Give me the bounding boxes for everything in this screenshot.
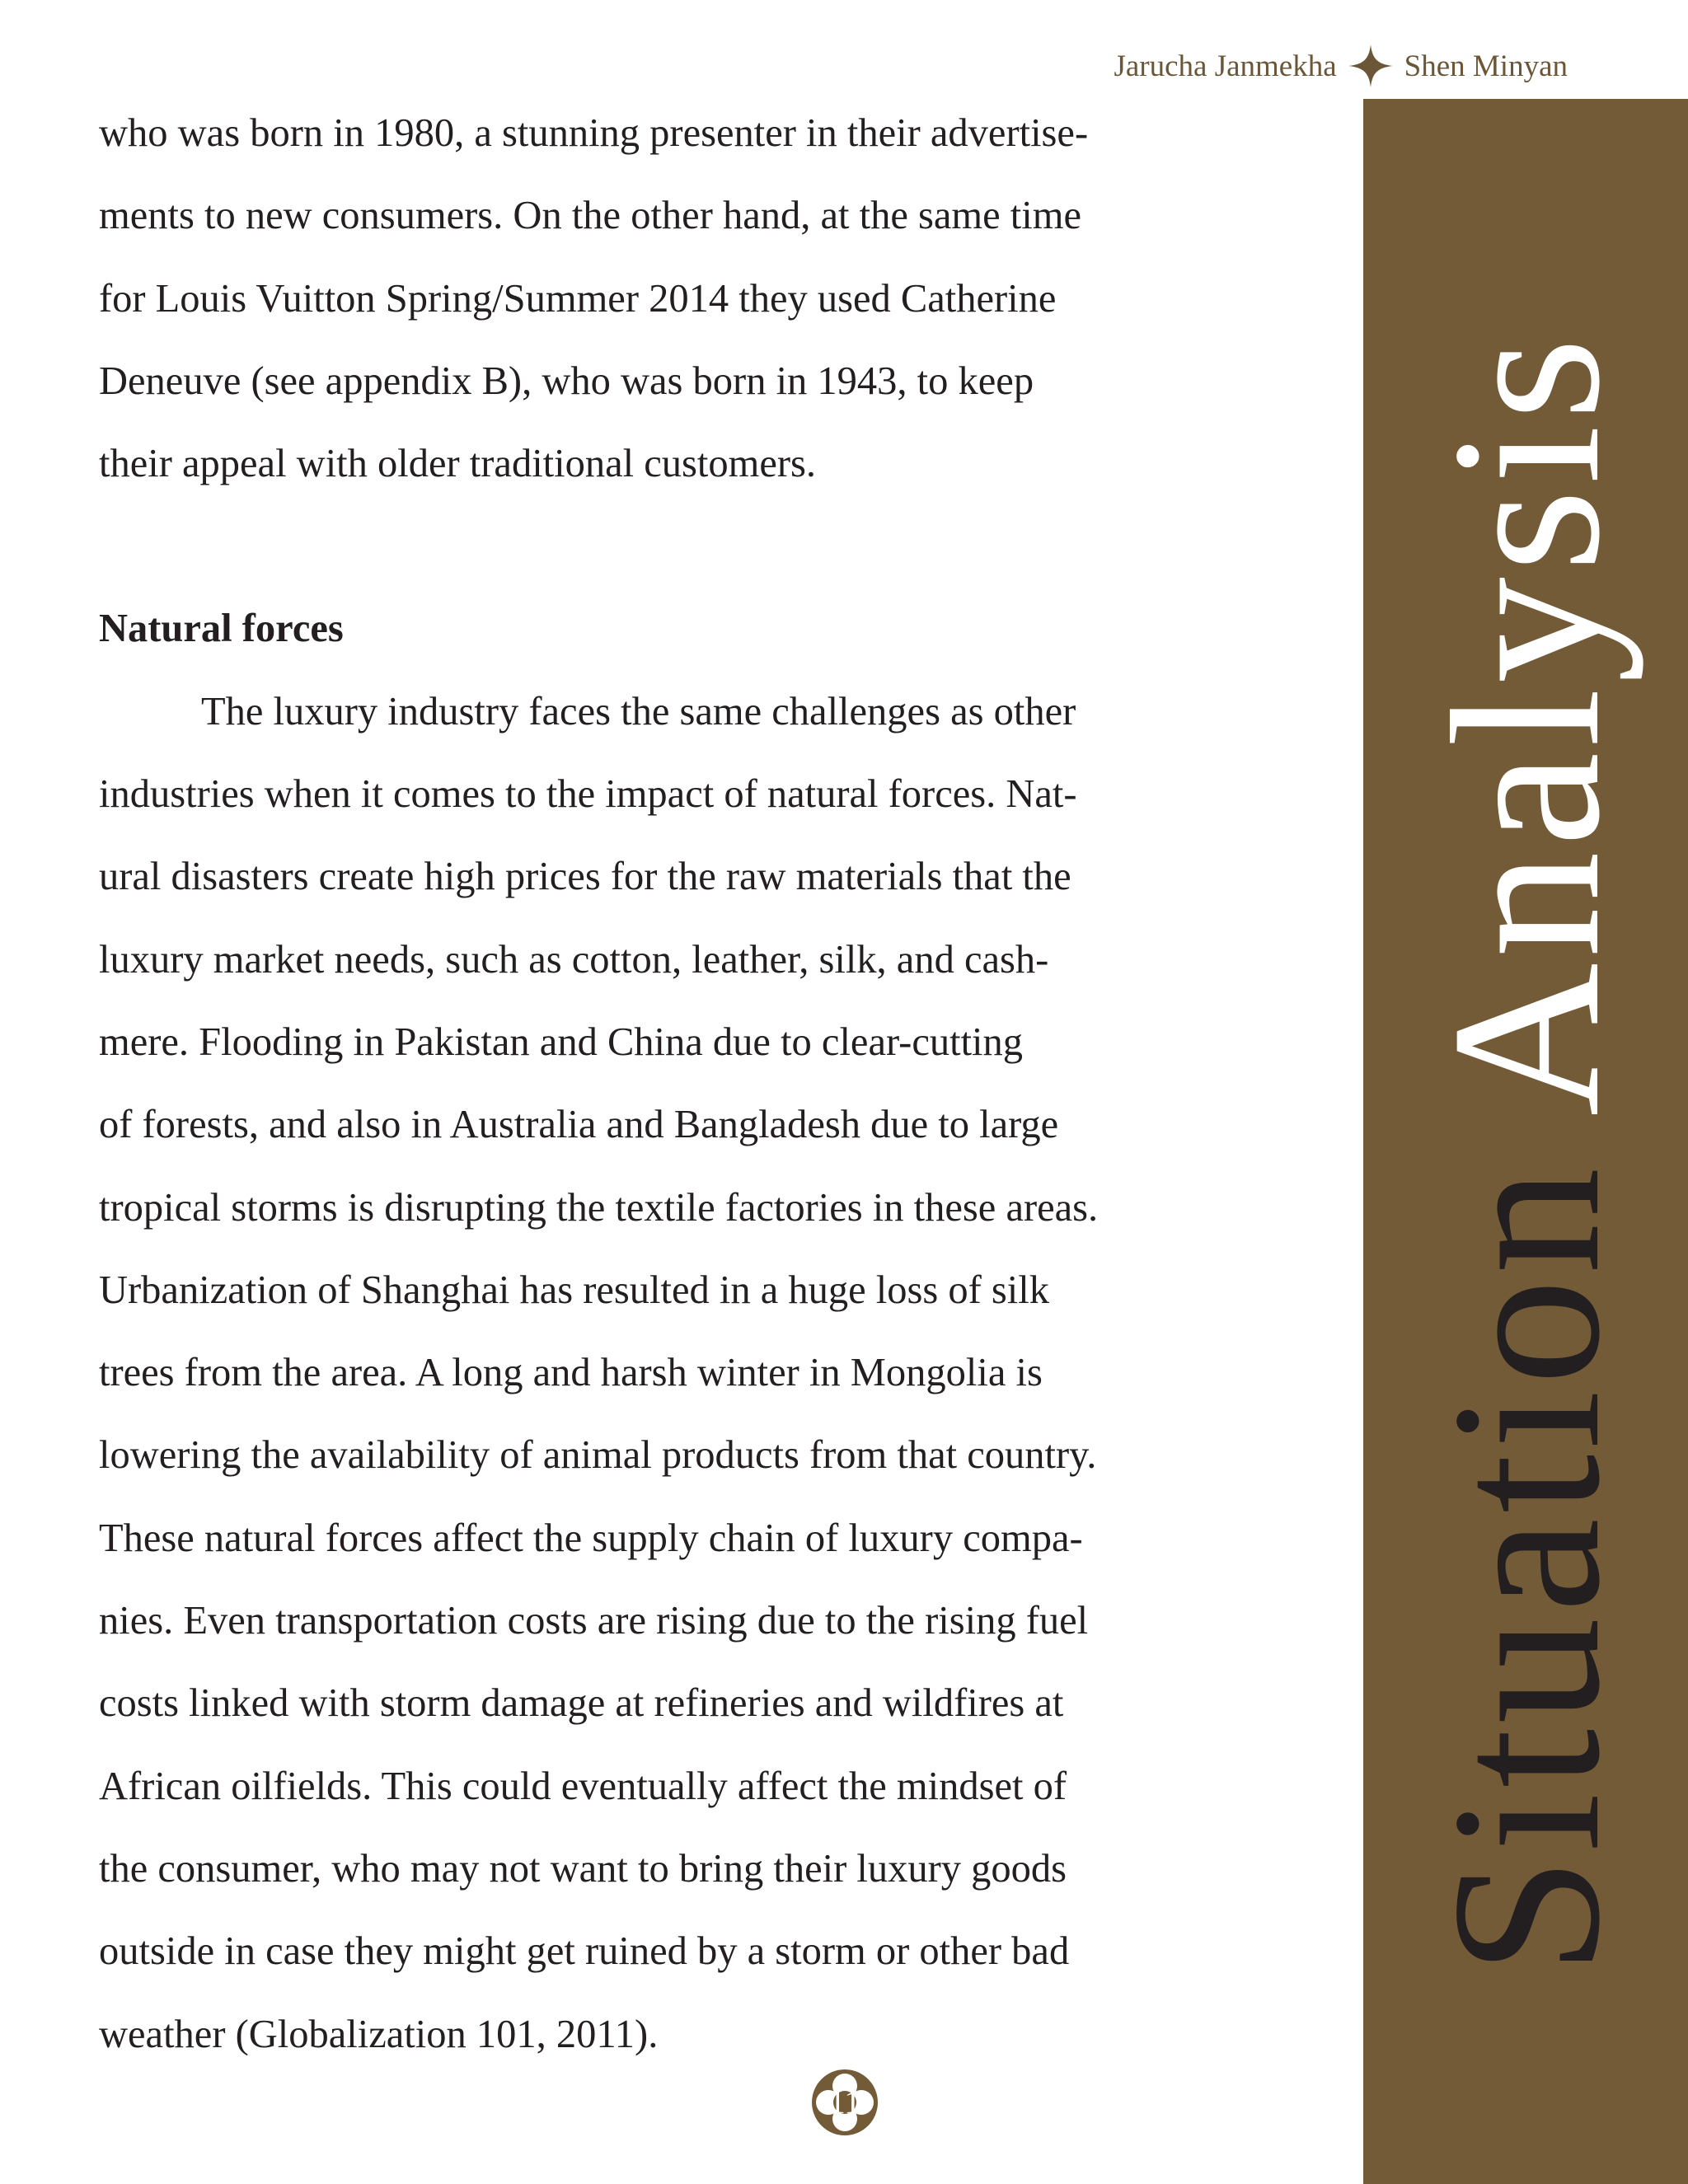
text-line: tropical storms is disrupting the textile factories in these areas. (99, 1185, 1099, 1230)
section-title-word-1: Situation (1408, 1162, 1643, 1975)
text-line: Urbanization of Shanghai has resulted in a huge loss of silk (99, 1268, 1049, 1312)
text-line: The luxury industry faces the same challenges as other (201, 689, 1076, 733)
text-line: outside in case they might get ruined by a storm or other bad (99, 1929, 1070, 1974)
text-line: ural disasters create high prices for the raw materials that the (99, 855, 1071, 899)
text-line: nies. Even transportation costs are rising due to the rising fuel (99, 1599, 1089, 1643)
section-heading: Natural forces (99, 607, 344, 651)
text-line: for Louis Vuitton Spring/Summer 2014 they used Catherine (99, 276, 1057, 321)
text-line: luxury market needs, such as cotton, leather, silk, and cash- (99, 937, 1049, 982)
section-title-word-2: Analysis (1408, 332, 1643, 1117)
running-header (1114, 43, 1568, 89)
text-line: lowering the availability of animal products from that country. (99, 1433, 1097, 1478)
author-right: Shen Minyan (1404, 49, 1568, 83)
text-line: of forests, and also in Australia and Bangladesh due to large (99, 1103, 1059, 1147)
text-line: mere. Flooding in Pakistan and China due to clear-cutting (99, 1019, 1024, 1064)
four-point-star-icon (1347, 43, 1395, 89)
page-number: 11 (828, 2083, 861, 2121)
text-line: who was born in 1980, a stunning presenter in their advertise- (99, 111, 1089, 155)
text-line: weather (Globalization 101, 2011). (99, 2012, 659, 2056)
body-text (99, 92, 1352, 2076)
text-line: industries when it comes to the impact of natural forces. Nat- (99, 772, 1077, 817)
text-line: These natural forces affect the supply chain of luxury compa- (99, 1516, 1083, 1560)
section-sidebar (1363, 99, 1688, 2184)
text-line: costs linked with storm damage at refineries and wildfires at (99, 1681, 1064, 1726)
text-line: ments to new consumers. On the other hand, at the same time (99, 194, 1081, 238)
text-line: trees from the area. A long and harsh winter in Mongolia is (99, 1351, 1043, 1395)
text-line: Deneuve (see appendix B), who was born in 1943, to keep (99, 359, 1034, 403)
text-line: African oilfields. This could eventually affect the mindset of (99, 1764, 1067, 1808)
text-line: their appeal with older traditional customers. (99, 442, 817, 486)
page-number-badge (810, 2068, 879, 2137)
author-left: Jarucha Janmekha (1114, 49, 1337, 83)
text-line: the consumer, who may not want to bring their luxury goods (99, 1846, 1067, 1891)
section-title (1408, 332, 1643, 1975)
